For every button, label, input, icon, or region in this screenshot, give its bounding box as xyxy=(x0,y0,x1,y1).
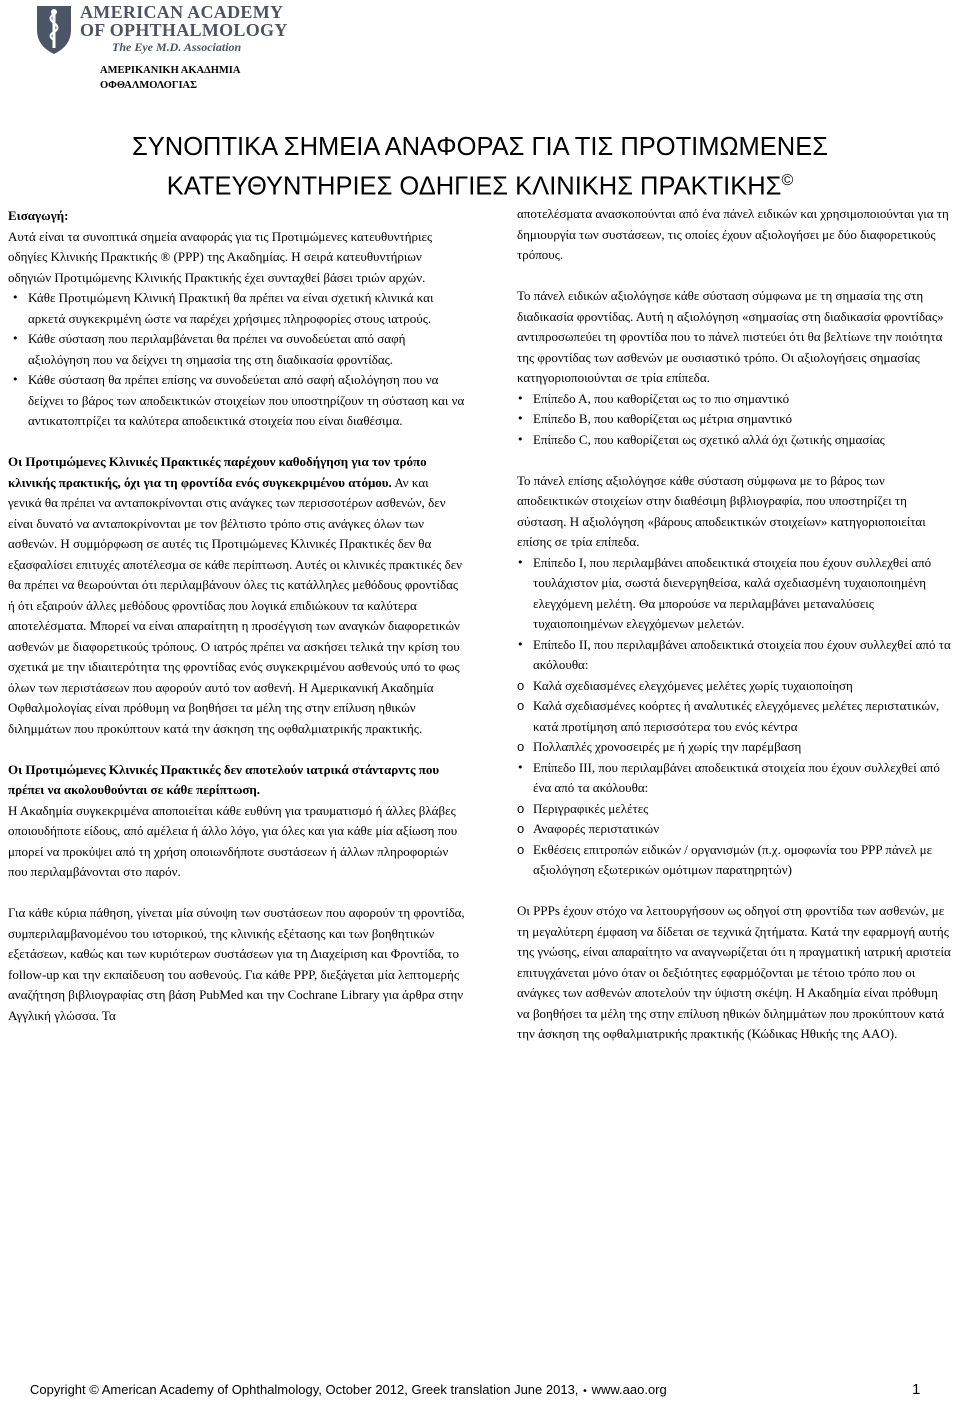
footer-copyright: Copyright © American Academy of Ophthalmology, October 2012, Greek translation June 2013, xyxy=(30,1382,579,1397)
list-item: o Πολλαπλές χρονοσειρές με ή χωρίς την παρέμβαση xyxy=(517,737,953,758)
guidance-text: Αν και γενικά θα πρέπει να ανταποκρίνονται στις ανάγκες των περισσοτέρων ασθενών, δεν είναι δυνατό να ανταποκρίνονται με τον βέλτιστο τρόπο στις ανάγκες όλων των ασθενών. Η συμμόρφωση σε αυτές τις Προτιμώμενες Κλινικές Πρακτικές δεν θα εξασφαλίσει επιτυχές αποτέλεσμα σε κάθε περίπτωση. Αυτές οι κλινικές πρακτικές δεν θα πρέπει να θεωρούνται ότι περιλαμβάνουν όλες τις κατάλληλες μεθόδους φροντίδας ή ότι εξαιρούν άλλες μεθόδους φροντίδας που λογικά επιδιώκουν τα καλύτερα αποτελέσματα. Μπορεί να είναι απαραίτητη η προσέγγιση των αναγκών διαφορετικών ασθενών με διαφορετικούς τρόπους. Ο ιατρός πρέπει να ασκήσει τελικά την κρίση του σχετικά με την ιδιαιτερότητα της φροντίδας ενός συγκεκριμένου ασθενούς υπό το φως όλων των περιστάσεων που αφορούν αυτό τον ασθενή. Η Αμερικανική Ακαδημία Οφθαλμολογίας είναι πρόθυμη να βοηθήσει τα μέλη της στην επίλυση ηθικών διλημμάτων που προκύπτουν κατά την άσκηση της οφθαλμιατρικής πρακτικής. xyxy=(8,474,463,736)
list-item: • Επίπεδο Β, που καθορίζεται ως μέτρια σημαντικό xyxy=(517,409,953,430)
intro-text: Αυτά είναι τα συνοπτικά σημεία αναφοράς για τις Προτιμώμενες κατευθυντήριες οδηγίες Κλινικής Πρακτικής ® (PPP) της Ακαδημίας. Η σειρά κατευθυντήριων οδηγιών Προτιμώμενης Κλινικής Πρακτικής έχει συνταχθεί βάσει τριών αρχών. xyxy=(8,228,433,285)
copyright-mark: © xyxy=(781,172,794,189)
logo-line-2: OF OPHTHALMOLOGY xyxy=(80,20,288,40)
footer-bullet: • xyxy=(582,1386,588,1397)
title-line-2-text: ΚΑΤΕΥΘΥΝΤΗΡΙΕΣ ΟΔΗΓΙΕΣ ΚΛΙΝΙΚΗΣ ΠΡΑΚΤΙΚΗΣ xyxy=(166,172,782,201)
logo-line-1: AMERICAN ACADEMY xyxy=(80,2,284,22)
aao-logo xyxy=(34,2,288,58)
guidance-bold: Οι Προτιμώμενες Κλινικές Πρακτικές παρέχουν καθοδήγηση για τον τρόπο κλινικής πρακτικής, όχι για τη φροντίδα ενός συγκεκριμένου ατόμου. xyxy=(8,454,427,490)
document-title xyxy=(0,130,960,204)
page-number: 1 xyxy=(912,1381,921,1398)
list-item: o Καλά σχεδιασμένες κοόρτες ή αναλυτικές ελεγχόμενες μελέτες περιστατικών, κατά προτίμηση από περισσότερα του ενός κέντρα xyxy=(517,696,953,737)
standards-bold: Οι Προτιμώμενες Κλινικές Πρακτικές δεν αποτελούν ιατρικά στάνταρντς που πρέπει να ακολουθούνται σε κάθε περίπτωση. xyxy=(8,761,440,797)
list-item xyxy=(517,635,953,758)
list-item xyxy=(517,758,953,881)
title-line-1: ΣΥΝΟΠΤΙΚΑ ΣΗΜΕΙΑ ΑΝΑΦΟΡΑΣ ΓΙΑ ΤΙΣ ΠΡΟΤΙΜΩΜΕΝΕΣ xyxy=(132,133,828,161)
evidence-text: Το πάνελ επίσης αξιολόγησε κάθε σύσταση σύμφωνα με το βάρος των αποδεικτικών στοιχείων στην διαθέσιμη βιβλιογραφία, που υποστηρίζει τη σύσταση. Η αξιολόγηση «βάρους αποδεικτικών στοιχείων» κατηγοριοποιείται επίσης σε τρία επίπεδα. xyxy=(517,472,926,549)
list-item: o Εκθέσεις επιτροπών ειδικών / οργανισμών (π.χ. ομοφωνία του PPP πάνελ με αξιολόγηση εξωτερικών ομότιμων παρατηρητών) xyxy=(517,840,953,881)
list-item: o Αναφορές περιστατικών xyxy=(517,819,953,840)
importance-text: Το πάνελ ειδικών αξιολόγησε κάθε σύσταση σύμφωνα με τη σημασία της στη διαδικασία φροντίδας. Αυτή η αξιολόγηση «σημασίας στη διαδικασία φροντίδας» αντιπροσωπεύει τη φροντίδα που το πάνελ πιστεύει ότι θα βελτίωνε την ποιότητα της φροντίδας των ασθενών με ουσιαστικό τρόπο. Οι αξιολογήσεις σημασίας κατηγοριοποιούνται σε τρία επίπεδα. xyxy=(517,288,944,385)
list-item: • Επίπεδο I, που περιλαμβάνει αποδεικτικά στοιχεία που έχουν συλλεχθεί από τουλάχιστον μία, σωστά διενεργηθείσα, καλά σχεδιασμένη τυχαιοποιημένη ελεγχόμενη μελέτη. Θα μπορούσε να περιλαμβάνει μεταναλύσεις τυχαιοποιημένων ελεγχόμενων μελετών. xyxy=(517,553,953,635)
list-item: o Καλά σχεδιασμένες ελεγχόμενες μελέτες χωρίς τυχαιοποίηση xyxy=(517,676,953,697)
level-3-sublist xyxy=(517,799,953,881)
closing-text: Οι PPPs έχουν στόχο να λειτουργήσουν ως οδηγοί στη φροντίδα των ασθενών, με τη μεγαλύτερη έμφαση να δίδεται σε τεχνικά ζητήματα. Κατά την εφαρμογή αυτής της γνώσης, είναι απαραίτητο να αναγνωρίζεται ότι η πραγματική ιατρική αριστεία επιτυγχάνεται μόνο όταν οι δεξιότητες εφαρμόζονται με τέτοιο τρόπο που οι ανάγκες των ασθενών αποτελούν την ύψιστη σκέψη. Η Ακαδημία είναι πρόθυμη να βοηθήσει τα μέλη της στην επίλυση ηθικών διλημμάτων που προκύπτουν κατά την άσκηση της οφθαλμιατρικής πρακτικής (Κώδικας Ηθικής της AAO). xyxy=(517,903,951,1041)
importance-levels-list xyxy=(517,389,953,451)
level-2-sublist xyxy=(517,676,953,758)
logo-tagline: The Eye M.D. Association xyxy=(112,40,242,54)
pathology-text: Για κάθε κύρια πάθηση, γίνεται μία σύνοψη των συστάσεων που αφορούν τη φροντίδα, συμπεριλαμβανομένου του ιστορικού, της κλινικής εξέτασης και των βοηθητικών εξετάσεων, καθώς και των κυριότερων συστάσεων για τη Διαχείριση και Φροντίδα, το follow-up και την εκπαίδευση του ασθενούς. Για κάθε PPP, διεξάγεται μία λεπτομερής αναζήτηση βιβλιογραφίας στη βάση PubMed και την Cochrane Library για άρθρα στην Αγγλική γλώσσα. Τα xyxy=(8,905,465,1023)
academy-name-line-2: ΟΦΘΑΛΜΟΛΟΓΙΑΣ xyxy=(100,80,197,91)
list-item: • Επίπεδο Α, που καθορίζεται ως το πιο σημαντικό xyxy=(517,389,953,410)
list-item: • Κάθε σύσταση που περιλαμβάνεται θα πρέπει να συνοδεύεται από σαφή αξιολόγηση που να δείχνει τη σημασία της στη διαδικασία φροντίδας. xyxy=(8,329,465,370)
footer-url-link[interactable]: www.aao.org xyxy=(591,1382,667,1397)
standards-text: Η Ακαδημία συγκεκριμένα αποποιείται κάθε ευθύνη για τραυματισμό ή άλλες βλάβες οποιουδήποτε είδους, από αμέλεια ή άλλο λόγο, για όλες και για κάθε μία αξίωση που μπορεί να προκύψει από τη χρήση οποιωνδήποτε συστάσεων ή άλλων πληροφοριών που περιλαμβάνονται στο παρόν. xyxy=(8,802,458,879)
right-column xyxy=(517,204,953,1045)
list-item: • Κάθε Προτιμώμενη Κλινική Πρακτική θα πρέπει να είναι σχετική κλινικά και αρκετά συγκεκριμένη ώστε να παρέχει χρήσιμες πληροφορίες στους ιατρούς. xyxy=(8,288,465,329)
academy-name-line-1: ΑΜΕΡΙΚΑΝΙΚΗ ΑΚΑΔΗΜΙΑ xyxy=(100,65,241,76)
level-3-text: Επίπεδο III, που περιλαμβάνει αποδεικτικά στοιχεία που έχουν συλλεχθεί από ένα από τα ακόλουθα: xyxy=(533,759,940,795)
evidence-levels-list xyxy=(517,553,953,881)
principles-list xyxy=(8,288,465,432)
list-item: • Κάθε σύσταση θα πρέπει επίσης να συνοδεύεται από σαφή αξιολόγηση που να δείχνει το βάρος των αποδεικτικών στοιχείων που υποστηρίζουν τη σύσταση και να αντικατοπτρίζει τα καλύτερα αποδεικτικά στοιχεία που είναι διαθέσιμα. xyxy=(8,370,465,432)
aao-emblem-icon xyxy=(34,2,74,56)
continuation-text: αποτελέσματα ανασκοπούνται από ένα πάνελ ειδικών και χρησιμοποιούνται για τη δημιουργία των συστάσεων, τις οποίες έχουν αξιολογήσει με δύο διαφορετικούς τρόπους. xyxy=(517,206,949,262)
level-2-text: Επίπεδο II, που περιλαμβάνει αποδεικτικά στοιχεία που έχουν συλλεχθεί από τα ακόλουθα: xyxy=(533,636,951,672)
guidance-paragraph xyxy=(8,452,465,739)
academy-name-greek xyxy=(100,63,240,93)
list-item: • Επίπεδο C, που καθορίζεται ως σχετικό αλλά όχι ζωτικής σημασίας xyxy=(517,430,953,451)
footer xyxy=(30,1382,930,1397)
title-line-2 xyxy=(0,164,960,204)
left-column xyxy=(8,206,465,1026)
list-item: o Περιγραφικές μελέτες xyxy=(517,799,953,820)
intro-heading: Εισαγωγή: xyxy=(8,208,69,223)
